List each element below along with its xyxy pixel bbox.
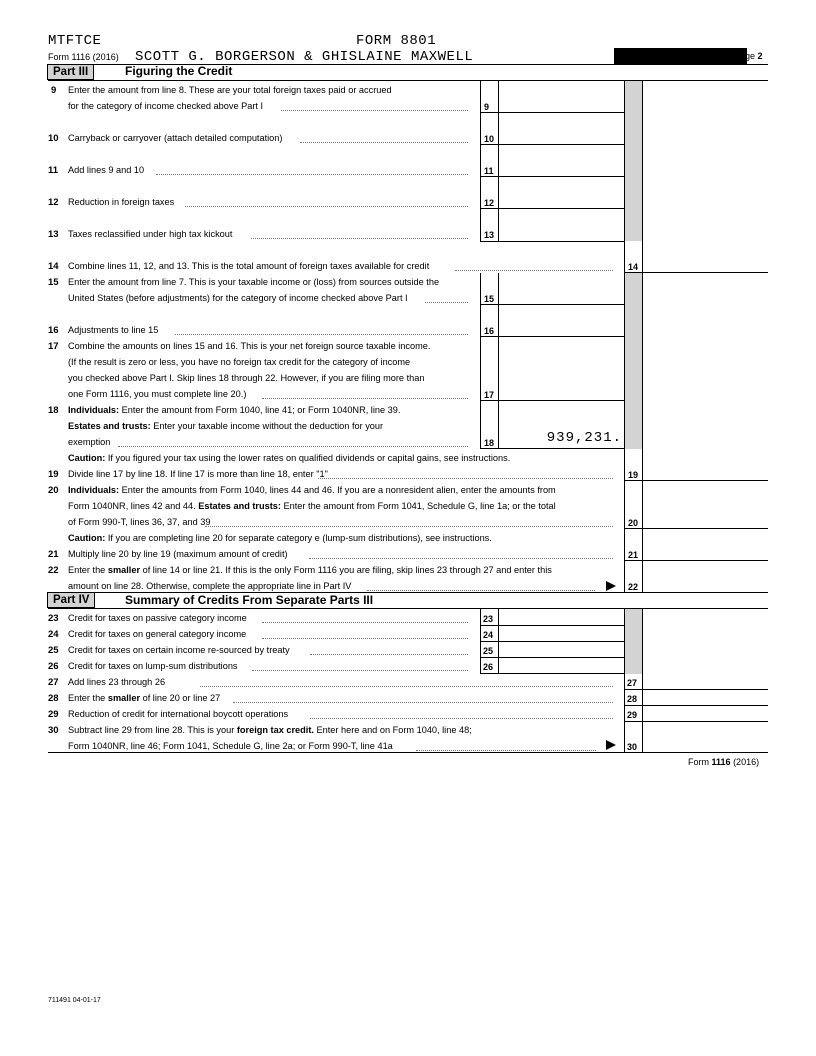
line-text: amount on line 28. Otherwise, complete the appropriate line in Part IV: [68, 581, 352, 591]
line-text: Credit for taxes on general category income: [68, 629, 247, 639]
box-label: 28: [627, 694, 638, 704]
line-number: 14: [48, 261, 59, 272]
page-indicator: [734, 51, 763, 61]
part3-tag: Part III: [47, 64, 94, 80]
line-number: 29: [48, 709, 59, 720]
bold-label: Individuals:: [68, 405, 120, 415]
box-label: 18: [484, 438, 495, 448]
line-text: [68, 501, 556, 512]
line-number: 12: [48, 197, 59, 208]
line-number: 21: [48, 549, 59, 560]
box-label: 10: [484, 134, 495, 144]
line-text: Form 1040NR, line 46; Form 1041, Schedule G, line 2a; or Form 990-T, line 41a: [68, 741, 393, 751]
box-label: 23: [483, 614, 494, 624]
box-label: 26: [483, 662, 494, 672]
part4-tag: Part IV: [47, 592, 95, 608]
line-text: Credit for taxes on passive category income: [68, 613, 247, 623]
caution-text: If you are completing line 20 for separate category e (lump-sum distributions), see instructions.: [105, 533, 492, 543]
doc-code: 711491 04-01-17: [48, 997, 101, 1004]
box-label: 21: [628, 550, 639, 560]
line-text: Taxes reclassified under high tax kickout: [68, 229, 233, 239]
line-text: Reduction of credit for international boycott operations: [68, 709, 289, 719]
line-text: Enter the amount from line 7. This is your taxable income or (loss) from sources outside the: [68, 277, 440, 287]
line-number: 22: [48, 565, 59, 576]
caution-label: Caution:: [68, 533, 106, 543]
text-span: of line 14 or line 21. If this is the only Form 1116 you are filing, skip lines 23 through 27 and enter this: [140, 565, 552, 575]
line-text: Multiply line 20 by line 19 (maximum amount of credit): [68, 549, 288, 559]
line-text: [68, 693, 220, 704]
line-text: [68, 421, 383, 432]
box-label: 15: [484, 294, 495, 304]
line-number: 26: [48, 661, 59, 672]
page-label: Page: [734, 51, 756, 61]
line-text: Credit for taxes on certain income re-sourced by treaty: [68, 645, 290, 655]
form-label: Form 1116 (2016): [48, 52, 119, 62]
line-number: 27: [48, 677, 59, 688]
line-number: 11: [48, 165, 59, 176]
line-text: you checked above Part I. Skip lines 18 through 22. However, if you are filing more than: [68, 373, 425, 383]
bold-label: Estates and trusts:: [68, 421, 151, 431]
box-label: 14: [628, 262, 639, 272]
line-text: [68, 405, 400, 416]
line-number: 25: [48, 645, 59, 656]
bold-label: Individuals:: [68, 485, 120, 495]
line-text: [68, 485, 556, 496]
line-text: Add lines 23 through 26: [68, 677, 166, 687]
line-text: of Form 990-T, lines 36, 37, and 39: [68, 517, 211, 527]
ssn-redaction: [614, 48, 747, 64]
box-label: 9: [484, 102, 490, 112]
caution-note-1: [68, 453, 510, 464]
arrow-right-icon: [606, 581, 616, 591]
text-span: of line 20 or line 27: [140, 693, 221, 703]
footer-form-number: 1116: [711, 757, 731, 767]
box-label: 12: [484, 198, 495, 208]
footer-year: (2016): [733, 757, 760, 767]
line-number: 18: [48, 405, 59, 416]
text-span: Enter the: [68, 565, 108, 575]
box-label: 16: [484, 326, 495, 336]
text-span: Form 1040NR, lines 42 and 44.: [68, 501, 199, 511]
line-text: Carryback or carryover (attach detailed computation): [68, 133, 283, 143]
part4-title: Summary of Credits From Separate Parts III: [125, 593, 374, 607]
line-text: Adjustments to line 15: [68, 325, 159, 335]
line-text: Divide line 17 by line 18. If line 17 is more than line 18, enter "1": [68, 469, 328, 479]
box-label: 24: [483, 630, 494, 640]
line-number: 23: [48, 613, 59, 624]
text-span: Enter the amount from Form 1041, Schedule G, line 1a; or the total: [280, 501, 556, 511]
line-number: 24: [48, 629, 59, 640]
line-text: Combine lines 11, 12, and 13. This is the total amount of foreign taxes available for credit: [68, 261, 430, 271]
line-text: Credit for taxes on lump-sum distributions: [68, 661, 238, 671]
bold-label: smaller: [107, 693, 141, 703]
form-footer: [688, 757, 759, 767]
arrow-right-icon: [606, 740, 616, 750]
box-label: 30: [627, 742, 638, 752]
line-text: Enter the amount from line 8. These are your total foreign taxes paid or accrued: [68, 85, 392, 95]
bold-label: Estates and trusts:: [198, 501, 281, 511]
line-text: Reduction in foreign taxes: [68, 197, 175, 207]
caution-label: Caution:: [68, 453, 106, 463]
line-text: Add lines 9 and 10: [68, 165, 145, 175]
text-span: Enter the: [68, 693, 108, 703]
box-label: 22: [628, 582, 639, 592]
box-label: 27: [627, 678, 638, 688]
line-text: United States (before adjustments) for the category of income checked above Part I: [68, 293, 408, 303]
box-label: 11: [484, 166, 494, 176]
line-text: one Form 1116, you must complete line 20.): [68, 389, 247, 399]
line-text: [68, 565, 552, 576]
line-18-amount[interactable]: 939,231.: [546, 430, 622, 446]
box-label: 17: [484, 390, 495, 400]
form-code: MTFTCE: [48, 33, 102, 49]
line-number: 13: [48, 229, 59, 240]
line-number: 17: [48, 341, 59, 352]
line-text: [68, 725, 472, 736]
text-span: Subtract line 29 from line 28. This is your: [68, 725, 237, 735]
text-span: Enter the amount from Form 1040, line 41; or Form 1040NR, line 39.: [119, 405, 401, 415]
box-label: 29: [627, 710, 638, 720]
part3-title: Figuring the Credit: [125, 64, 233, 78]
text-span: Enter the amounts from Form 1040, lines 44 and 46. If you are a nonresident alien, enter the amounts from: [119, 485, 556, 495]
line-text: Combine the amounts on lines 15 and 16. This is your net foreign source taxable income.: [68, 341, 431, 351]
line-number: 9: [51, 85, 57, 96]
box-label: 25: [483, 646, 494, 656]
line-text: for the category of income checked above Part I: [68, 101, 264, 111]
box-label: 20: [628, 518, 639, 528]
center-title: FORM 8801: [356, 33, 437, 49]
taxpayer-names: SCOTT G. BORGERSON & GHISLAINE MAXWELL: [135, 49, 474, 65]
page-number: 2: [757, 51, 763, 61]
caution-note-2: [68, 533, 492, 544]
line-number: 19: [48, 469, 59, 480]
caution-text: If you figured your tax using the lower rates on qualified dividends or capital gains, see instructions.: [105, 453, 511, 463]
footer-prefix: Form: [688, 757, 709, 767]
line-number: 10: [48, 133, 59, 144]
box-label: 13: [484, 230, 495, 240]
text-span: Enter here and on Form 1040, line 48;: [313, 725, 472, 735]
line-number: 30: [48, 725, 59, 736]
bold-label: smaller: [107, 565, 141, 575]
line-number: 28: [48, 693, 59, 704]
line-text: exemption: [68, 437, 111, 447]
box-label: 19: [628, 470, 639, 480]
line-text: (If the result is zero or less, you have no foreign tax credit for the category of income: [68, 357, 411, 367]
line-number: 16: [48, 325, 59, 336]
line-number: 15: [48, 277, 59, 288]
bold-label: foreign tax credit.: [236, 725, 314, 735]
line-number: 20: [48, 485, 59, 496]
text-span: Enter your taxable income without the deduction for your: [150, 421, 384, 431]
